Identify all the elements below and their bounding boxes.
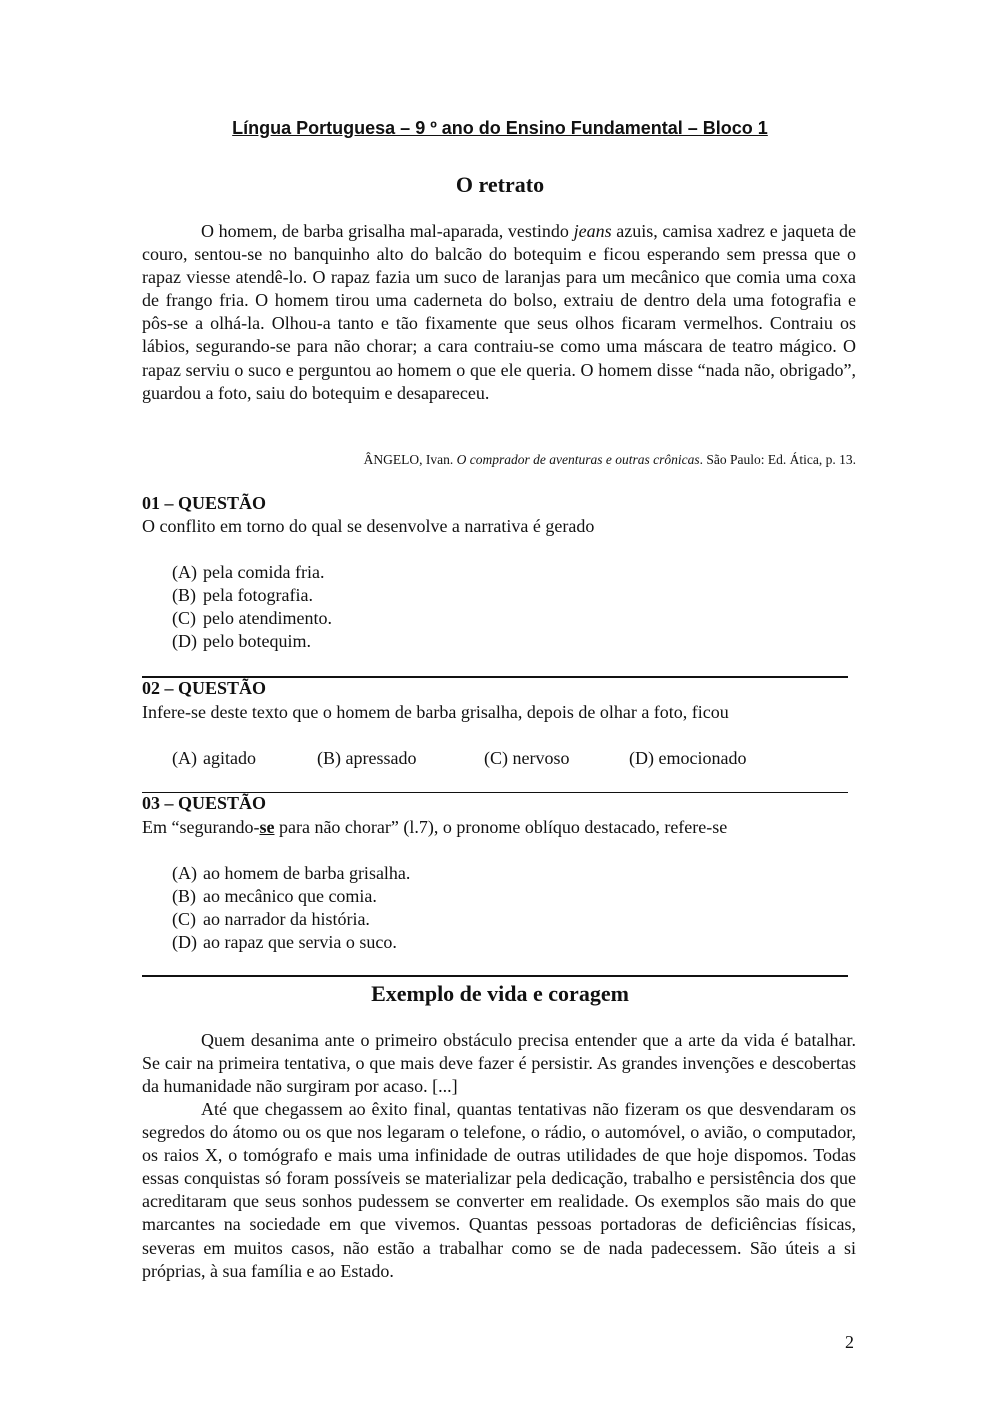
option-text: apressado: [345, 748, 417, 768]
source-book-title: O comprador de aventuras e outras crônicas: [456, 452, 700, 467]
option-letter: (A): [172, 863, 197, 883]
option-letter: (C): [484, 748, 508, 768]
option-letter: (D): [629, 748, 654, 768]
option-text: agitado: [203, 748, 256, 768]
question-2-option-a[interactable]: [172, 748, 256, 769]
separator-line: [142, 975, 848, 977]
paragraph-end: azuis, camisa xadrez e jaqueta de couro, sentou-se no banquinho alto do balcão do botequim e ficou esperando sem pressa que o rapaz viesse atendê-lo. O rapaz fazia um suco de laranjas para um mecânico que comia uma coxa de frango fria. O homem tirou uma caderneta do bolso, extraiu de dentro dela uma fotografia e pôs-se a olhá-la. Olhou-a tanto e tão fixamente que seus olhos ficaram vermelhos. Contraiu os lábios, segurando-se para não chorar; a cara contraiu-se como uma máscara de teatro mágico. O rapaz serviu o suco e perguntou ao homem o que ele queria. O homem disse “nada não, obrigado”, guardou a foto, saiu do botequim e desapareceu.: [142, 221, 856, 403]
paragraph-text: Quem desanima ante o primeiro obstáculo precisa entender que a arte da vida é batalhar. Se cair na primeira tentativa, o que mais deve fazer é persistir. As grandes invenções e descobertas da humanidade não surgiram por acaso. [...]: [142, 1030, 856, 1097]
question-3-option-c[interactable]: [172, 909, 370, 930]
option-text: pelo atendimento.: [203, 608, 332, 628]
question-3-heading: 03 – QUESTÃO: [142, 793, 267, 813]
option-text: ao mecânico que comia.: [203, 886, 377, 906]
question-1-option-d[interactable]: [172, 631, 311, 652]
bibliographic-source: [142, 452, 856, 468]
question-1-heading: 01 – QUESTÃO: [142, 493, 267, 513]
source-publisher: . São Paulo: Ed. Ática, p. 13.: [699, 452, 856, 467]
option-letter: (C): [172, 608, 196, 628]
option-letter: (D): [172, 932, 197, 952]
highlighted-pronoun: se: [259, 817, 275, 837]
question-2-option-b[interactable]: [317, 748, 416, 769]
question-3-text-end: para não chorar” (l.7), o pronome oblíquo destacado, refere-se: [274, 817, 728, 837]
question-3-option-d[interactable]: [172, 932, 397, 953]
question-1-text: O conflito em torno do qual se desenvolve a narrativa é gerado: [142, 516, 595, 536]
question-3-option-a[interactable]: [172, 863, 410, 884]
question-2-heading: 02 – QUESTÃO: [142, 678, 267, 698]
option-text: emocionado: [658, 748, 747, 768]
option-letter: (B): [317, 748, 341, 768]
source-author: ÂNGELO, Ivan.: [363, 452, 457, 467]
option-text: ao narrador da história.: [203, 909, 370, 929]
option-letter: (C): [172, 909, 196, 929]
question-1-option-b[interactable]: [172, 585, 313, 606]
question-2-option-c[interactable]: [484, 748, 570, 769]
paragraph-text: Até que chegassem ao êxito final, quantas tentativas não fizeram os que desvendaram os segredos do átomo ou os que nos legaram o telefone, o rádio, o automóvel, o avião, o computador, os raios X, o tomógrafo e mais uma infinidade de outras utilidades de que hoje dispomos. Todas essas conquistas só foram possíveis se materializar pela dedicação, trabalho e persistência dos que acreditaram que seus sonhos pudessem se converter em realidade. Os exemplos são mais do que marcantes na sociedade em que vivemos. Quantas pessoas portadoras de deficiências físicas, severas em muitos casos, não estão a trabalhar como se de nada padecessem. São úteis a si próprias, à sua família e ao Estado.: [142, 1099, 856, 1281]
option-letter: (B): [172, 585, 196, 605]
story-title-o-retrato: O retrato: [455, 172, 545, 197]
option-letter: (A): [172, 562, 197, 582]
question-1-option-a[interactable]: [172, 562, 324, 583]
story-2-paragraph-1: [142, 1029, 856, 1098]
story-paragraph: [142, 220, 856, 405]
question-2-option-d[interactable]: [629, 748, 746, 769]
option-text: pela comida fria.: [203, 562, 325, 582]
option-text: pelo botequim.: [203, 631, 311, 651]
question-3-text-start: Em “segurando-: [142, 817, 260, 837]
question-3-option-b[interactable]: [172, 886, 377, 907]
paragraph-start: O homem, de barba grisalha mal-aparada, vestindo: [201, 221, 574, 241]
question-3-text: [142, 817, 727, 838]
emphasis-jeans: jeans: [573, 221, 612, 241]
option-letter: (B): [172, 886, 196, 906]
option-text: nervoso: [512, 748, 570, 768]
option-letter: (D): [172, 631, 197, 651]
option-text: pela fotografia.: [203, 585, 313, 605]
question-1-option-c[interactable]: [172, 608, 332, 629]
option-text: ao rapaz que servia o suco.: [203, 932, 397, 952]
page-header: Língua Portuguesa – 9 º ano do Ensino Fundamental – Bloco 1: [232, 118, 768, 138]
option-letter: (A): [172, 748, 197, 768]
story-title-exemplo-de-vida: Exemplo de vida e coragem: [371, 981, 629, 1006]
story-2-paragraph-2: [142, 1098, 856, 1283]
page-number: 2: [845, 1332, 854, 1352]
option-text: ao homem de barba grisalha.: [203, 863, 411, 883]
question-2-text: Infere-se deste texto que o homem de barba grisalha, depois de olhar a foto, ficou: [142, 702, 729, 722]
